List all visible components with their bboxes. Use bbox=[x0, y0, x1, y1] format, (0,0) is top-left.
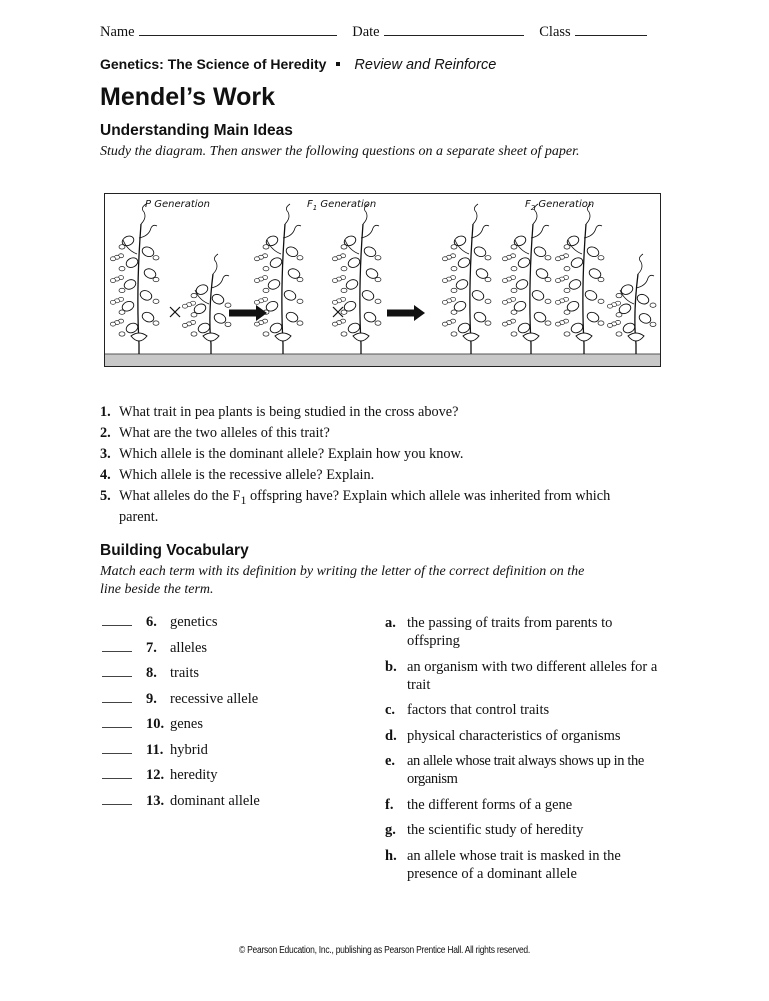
plant-leaflet bbox=[555, 322, 560, 326]
plant-leaflet bbox=[564, 332, 570, 336]
answer-blank[interactable] bbox=[102, 615, 132, 626]
name-field[interactable] bbox=[100, 23, 337, 41]
definition-text: the passing of traits from parents to offspring bbox=[407, 615, 613, 649]
plant-leaflet bbox=[511, 266, 517, 270]
definition-letter: c. bbox=[385, 702, 396, 718]
short-pea-plant bbox=[607, 254, 656, 354]
plant-tendril bbox=[638, 254, 643, 274]
plant-pod bbox=[353, 333, 369, 341]
question-text: What trait in pea plants is being studied in the cross above? bbox=[119, 404, 459, 420]
plant-leaflet bbox=[511, 332, 517, 336]
plant-leaflet bbox=[263, 332, 269, 336]
plant-leaf bbox=[347, 321, 362, 334]
name-blank[interactable] bbox=[139, 23, 337, 36]
plant-leaflet bbox=[119, 266, 125, 270]
definition-letter: a. bbox=[385, 615, 396, 631]
plant-leaflet bbox=[191, 332, 197, 336]
plant-leaflet bbox=[442, 257, 447, 261]
plant-leaf bbox=[125, 256, 140, 269]
f1-suffix: Generation bbox=[317, 199, 377, 210]
plant-leaflet bbox=[545, 299, 551, 303]
plant-pod bbox=[628, 333, 644, 341]
f2-subscript: 2 bbox=[530, 204, 536, 212]
plant-leaflet bbox=[451, 310, 457, 314]
plant-leaflet bbox=[332, 322, 337, 326]
question-number: 3. bbox=[100, 446, 111, 462]
plant-leaflet bbox=[564, 266, 570, 270]
question-number: 1. bbox=[100, 404, 111, 420]
plant-leaflet bbox=[110, 279, 115, 283]
answer-blank[interactable] bbox=[102, 641, 132, 652]
plant-leaflet bbox=[119, 288, 125, 292]
plant-leaflet bbox=[341, 332, 347, 336]
plant-leaflet bbox=[191, 313, 197, 317]
name-label: Name bbox=[100, 24, 135, 40]
plant-leaflet bbox=[564, 310, 570, 314]
plant-leaflet bbox=[485, 256, 491, 260]
definition-item bbox=[385, 658, 675, 694]
plant-leaflet bbox=[607, 323, 612, 327]
definition-list bbox=[385, 614, 675, 890]
definition-text: an organism with two different alleles for a trait bbox=[407, 658, 658, 693]
plant-pod bbox=[203, 333, 219, 341]
question-text-part: offspring have? Explain which allele was inherited from which parent. bbox=[119, 488, 611, 525]
plant-leaflet bbox=[564, 245, 570, 249]
question-item bbox=[100, 488, 620, 526]
f2-generation-label bbox=[525, 199, 594, 212]
chapter-title: Genetics: The Science of Heredity bbox=[100, 56, 327, 72]
plant-leaflet bbox=[598, 277, 604, 281]
plant-leaflet bbox=[451, 266, 457, 270]
plant-tendril bbox=[473, 204, 478, 224]
term-item bbox=[102, 614, 362, 640]
definition-item bbox=[385, 821, 675, 839]
definition-text: an allele whose trait is masked in the presence of a dominant allele bbox=[407, 847, 621, 882]
plant-leaflet bbox=[598, 256, 604, 260]
date-field[interactable] bbox=[352, 23, 523, 41]
cross-symbol-p bbox=[170, 307, 180, 317]
term-item bbox=[102, 793, 362, 819]
plant-leaflet bbox=[254, 257, 259, 261]
plant-leaflet bbox=[545, 256, 551, 260]
plant-leaflet bbox=[451, 245, 457, 249]
term-text: recessive allele bbox=[170, 690, 259, 707]
answer-blank[interactable] bbox=[102, 666, 132, 677]
term-text: genetics bbox=[170, 614, 218, 630]
page-title: Mendel’s Work bbox=[100, 83, 276, 111]
plant-leaf bbox=[197, 321, 212, 334]
plant-leaf bbox=[471, 289, 486, 302]
plant-pod bbox=[131, 333, 147, 341]
plant-leaflet bbox=[502, 322, 507, 326]
plant-stem bbox=[210, 274, 213, 354]
mendel-cross-diagram bbox=[104, 193, 661, 367]
plant-leaflet bbox=[332, 279, 337, 283]
plant-leaflet bbox=[153, 321, 159, 325]
plant-tendril bbox=[361, 225, 379, 238]
plant-leaflet bbox=[341, 288, 347, 292]
term-text: heredity bbox=[170, 767, 218, 783]
arrow-p-to-f1 bbox=[229, 305, 267, 321]
answer-blank[interactable] bbox=[102, 743, 132, 754]
plant-leaf bbox=[457, 321, 472, 334]
plant-leaflet bbox=[511, 310, 517, 314]
definition-text: factors that control traits bbox=[407, 702, 550, 718]
definition-letter: f. bbox=[385, 796, 394, 813]
plant-leaflet bbox=[485, 277, 491, 281]
plant-leaflet bbox=[616, 293, 622, 297]
f1-subscript: 1 bbox=[240, 492, 247, 507]
plant-tendril bbox=[636, 275, 654, 288]
plant-leaflet bbox=[297, 256, 303, 260]
term-number: 8. bbox=[146, 665, 157, 681]
plant-leaf bbox=[269, 321, 284, 334]
plant-leaflet bbox=[297, 277, 303, 281]
plant-leaf bbox=[361, 289, 376, 302]
question-text: Which allele is the recessive allele? Explain. bbox=[119, 467, 375, 483]
question-item bbox=[100, 423, 620, 444]
plant-tendril bbox=[471, 225, 489, 238]
definition-item bbox=[385, 727, 675, 745]
term-item bbox=[102, 767, 362, 793]
plant-leaflet bbox=[254, 279, 259, 283]
plant-leaflet bbox=[341, 310, 347, 314]
plant-leaflet bbox=[555, 257, 560, 261]
answer-blank[interactable] bbox=[102, 794, 132, 805]
student-info-line bbox=[100, 23, 670, 41]
definition-text: the different forms of a gene bbox=[407, 796, 573, 813]
question-text: What are the two alleles of this trait? bbox=[119, 425, 330, 441]
chapter-line bbox=[100, 56, 496, 73]
section-heading-vocabulary: Building Vocabulary bbox=[100, 542, 249, 559]
question-number: 2. bbox=[100, 425, 111, 441]
f1-subscript: 1 bbox=[312, 204, 318, 212]
question-number: 5. bbox=[100, 488, 111, 504]
plant-leaflet bbox=[375, 277, 381, 281]
question-item bbox=[100, 402, 620, 423]
plant-leaf bbox=[347, 256, 362, 269]
question-number: 4. bbox=[100, 467, 111, 483]
plant-leaflet bbox=[442, 279, 447, 283]
question-list bbox=[100, 402, 620, 526]
plant-tendril bbox=[213, 254, 218, 274]
definition-letter: d. bbox=[385, 727, 397, 744]
definition-letter: b. bbox=[385, 658, 397, 675]
definition-letter: e. bbox=[385, 753, 396, 769]
definition-text: the scientific study of heredity bbox=[407, 822, 584, 838]
plant-leaflet bbox=[555, 300, 560, 304]
plant-leaf bbox=[517, 256, 532, 269]
plant-leaflet bbox=[502, 279, 507, 283]
ground bbox=[105, 354, 660, 366]
plant-leaflet bbox=[375, 256, 381, 260]
plant-leaflet bbox=[110, 300, 115, 304]
plant-leaf bbox=[211, 293, 226, 306]
plant-leaflet bbox=[153, 277, 159, 281]
tall-pea-plant bbox=[555, 204, 604, 354]
plant-leaflet bbox=[442, 300, 447, 304]
plant-leaf bbox=[636, 293, 651, 306]
plant-leaflet bbox=[254, 322, 259, 326]
plant-leaflet bbox=[119, 310, 125, 314]
term-text: alleles bbox=[170, 639, 208, 656]
plant-tendril bbox=[211, 275, 229, 288]
date-label: Date bbox=[352, 24, 380, 40]
plant-leaflet bbox=[341, 245, 347, 249]
term-number: 9. bbox=[146, 690, 157, 707]
plant-leaflet bbox=[485, 321, 491, 325]
class-field[interactable] bbox=[539, 23, 646, 41]
term-item bbox=[102, 665, 362, 691]
plant-leaflet bbox=[297, 299, 303, 303]
plant-leaf bbox=[125, 321, 140, 334]
answer-blank[interactable] bbox=[102, 692, 132, 703]
term-number: 7. bbox=[146, 639, 157, 656]
plant-leaflet bbox=[110, 322, 115, 326]
plant-leaflet bbox=[119, 245, 125, 249]
plant-leaf bbox=[570, 256, 585, 269]
plant-leaf bbox=[283, 289, 298, 302]
definition-item bbox=[385, 701, 675, 719]
plant-leaflet bbox=[555, 279, 560, 283]
plant-tendril bbox=[531, 225, 549, 238]
definition-text: an allele whose trait always shows up in the organism bbox=[407, 753, 644, 787]
term-number: 6. bbox=[146, 614, 157, 630]
plant-pod bbox=[576, 333, 592, 341]
copyright-footer: © Pearson Education, Inc., publishing as Pearson Prentice Hall. All rights reserved. bbox=[238, 945, 531, 956]
plant-leaflet bbox=[375, 299, 381, 303]
term-text: hybrid bbox=[170, 741, 208, 758]
plant-leaflet bbox=[442, 322, 447, 326]
term-number: 10. bbox=[146, 716, 165, 732]
p-generation-label: P Generation bbox=[145, 199, 210, 210]
term-item bbox=[102, 640, 362, 666]
plant-leaflet bbox=[297, 321, 303, 325]
term-number: 13. bbox=[146, 792, 165, 809]
plant-leaflet bbox=[153, 256, 159, 260]
plant-leaf bbox=[622, 321, 637, 334]
plant-leaflet bbox=[502, 257, 507, 261]
tall-pea-plant bbox=[332, 204, 381, 354]
chapter-subtitle: Review and Reinforce bbox=[354, 57, 497, 73]
definition-item bbox=[385, 796, 675, 814]
term-text: traits bbox=[170, 665, 199, 681]
plant-leaflet bbox=[650, 322, 656, 326]
plant-leaflet bbox=[263, 288, 269, 292]
plant-leaflet bbox=[545, 321, 551, 325]
plant-tendril bbox=[285, 204, 290, 224]
tall-pea-plant bbox=[110, 204, 159, 354]
definition-text: physical characteristics of organisms bbox=[407, 727, 621, 744]
plant-leaflet bbox=[119, 332, 125, 336]
f1-generation-label bbox=[307, 199, 376, 212]
plant-leaf bbox=[139, 289, 154, 302]
class-label: Class bbox=[539, 24, 571, 40]
plant-leaflet bbox=[545, 277, 551, 281]
term-item bbox=[102, 742, 362, 768]
question-text bbox=[119, 488, 620, 526]
term-item bbox=[102, 716, 362, 742]
plant-leaf bbox=[584, 289, 599, 302]
question-text-part: What alleles do the F bbox=[119, 488, 241, 504]
plant-leaflet bbox=[332, 257, 337, 261]
plant-leaflet bbox=[263, 245, 269, 249]
plant-pod bbox=[523, 333, 539, 341]
section-heading-main-ideas: Understanding Main Ideas bbox=[100, 122, 293, 139]
definition-item bbox=[385, 614, 675, 650]
term-text: genes bbox=[170, 716, 204, 732]
plant-leaf bbox=[570, 321, 585, 334]
plant-leaflet bbox=[182, 323, 187, 327]
plant-leaflet bbox=[607, 304, 612, 308]
vocabulary-instructions: Match each term with its definition by writing the letter of the correct definition on the line beside the term. bbox=[100, 564, 585, 597]
plant-leaflet bbox=[564, 288, 570, 292]
plant-leaflet bbox=[254, 300, 259, 304]
plant-pod bbox=[463, 333, 479, 341]
plant-leaflet bbox=[263, 266, 269, 270]
plant-leaflet bbox=[451, 288, 457, 292]
plant-leaflet bbox=[511, 288, 517, 292]
plant-leaflet bbox=[110, 257, 115, 261]
date-blank[interactable] bbox=[384, 23, 524, 36]
plant-leaflet bbox=[616, 313, 622, 317]
f1-prefix: F bbox=[307, 199, 313, 210]
f2-suffix: Generation bbox=[535, 199, 595, 210]
tall-pea-plant bbox=[442, 204, 491, 354]
plant-pod bbox=[275, 333, 291, 341]
tall-pea-plant bbox=[502, 204, 551, 354]
plant-leaflet bbox=[341, 266, 347, 270]
plant-leaflet bbox=[598, 299, 604, 303]
question-item bbox=[100, 465, 620, 486]
plant-leaflet bbox=[191, 293, 197, 297]
term-number: 11. bbox=[146, 741, 164, 758]
definition-item bbox=[385, 752, 675, 788]
plant-leaflet bbox=[182, 304, 187, 308]
term-text: dominant allele bbox=[170, 792, 260, 809]
plant-leaflet bbox=[650, 303, 656, 307]
plant-leaf bbox=[457, 256, 472, 269]
tall-pea-plant bbox=[254, 204, 303, 354]
plant-leaflet bbox=[225, 303, 231, 307]
plant-leaflet bbox=[375, 321, 381, 325]
term-list bbox=[102, 614, 362, 818]
arrow-f1-to-f2 bbox=[387, 305, 425, 321]
plant-tendril bbox=[283, 225, 301, 238]
plant-leaflet bbox=[225, 322, 231, 326]
definition-item bbox=[385, 847, 675, 883]
plant-leaflet bbox=[153, 299, 159, 303]
bullet-separator bbox=[336, 62, 340, 66]
plant-tendril bbox=[584, 225, 602, 238]
question-item bbox=[100, 444, 620, 465]
plant-leaf bbox=[517, 321, 532, 334]
main-ideas-instructions: Study the diagram. Then answer the following questions on a separate sheet of paper. bbox=[100, 144, 580, 159]
plant-leaf bbox=[531, 289, 546, 302]
plant-stem bbox=[635, 274, 638, 354]
plant-leaflet bbox=[451, 332, 457, 336]
diagram-drawing bbox=[105, 194, 660, 366]
plant-leaflet bbox=[598, 321, 604, 325]
f2-prefix: F bbox=[525, 199, 531, 210]
term-item bbox=[102, 691, 362, 717]
plant-leaflet bbox=[502, 300, 507, 304]
plant-tendril bbox=[139, 225, 157, 238]
plant-leaflet bbox=[511, 245, 517, 249]
answer-blank[interactable] bbox=[102, 717, 132, 728]
definition-letter: g. bbox=[385, 822, 396, 838]
answer-blank[interactable] bbox=[102, 768, 132, 779]
plant-leaflet bbox=[332, 300, 337, 304]
class-blank[interactable] bbox=[575, 23, 647, 36]
plant-leaflet bbox=[485, 299, 491, 303]
short-pea-plant bbox=[182, 254, 231, 354]
question-text: Which allele is the dominant allele? Explain how you know. bbox=[119, 446, 464, 462]
definition-letter: h. bbox=[385, 847, 397, 864]
plant-leaf bbox=[269, 256, 284, 269]
plant-leaflet bbox=[616, 332, 622, 336]
term-number: 12. bbox=[146, 767, 165, 783]
